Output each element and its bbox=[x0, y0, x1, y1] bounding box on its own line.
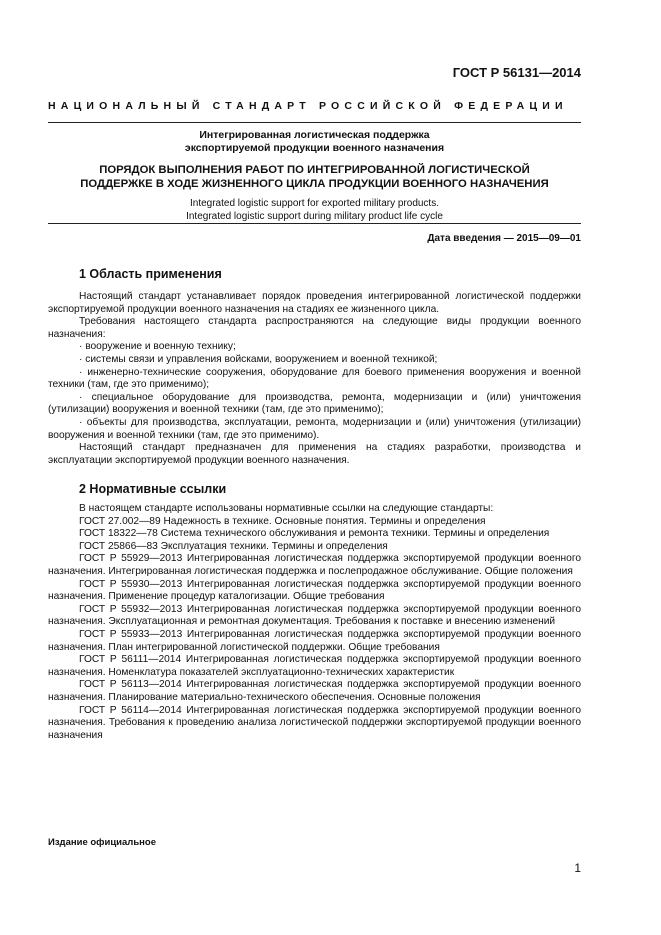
title-divider bbox=[48, 223, 581, 224]
introduction-date: Дата введения — 2015—09—01 bbox=[427, 233, 581, 244]
subtitle-line-1: Интегрированная логистическая поддержка bbox=[199, 129, 430, 141]
reference-item: ГОСТ 27.002—89 Надежность в технике. Основные понятия. Термины и определения bbox=[79, 515, 486, 527]
title-block bbox=[48, 129, 581, 223]
reference-item: ГОСТ 25866—83 Эксплуатация техники. Термины и определения bbox=[79, 540, 388, 552]
reference-item: ГОСТ Р 56114—2014 Интегрированная логистическая поддержка экспортируемой продукции военного назначения. Требования к проведению анализа логистической поддержки экспортируемой продукции военного назначения bbox=[48, 704, 581, 741]
national-standard-heading: НАЦИОНАЛЬНЫЙ СТАНДАРТ РОССИЙСКОЙ ФЕДЕРАЦИИ bbox=[48, 100, 568, 112]
paragraph: Настоящий стандарт устанавливает порядок проведения интегрированной логистической поддержки экспортируемой продукции военного назначения на стадиях ее жизненного цикла. bbox=[48, 291, 581, 315]
document-number: ГОСТ Р 56131—2014 bbox=[452, 65, 581, 80]
main-title-line-2: ПОДДЕРЖКЕ В ХОДЕ ЖИЗНЕННОГО ЦИКЛА ПРОДУКЦИИ ВОЕННОГО НАЗНАЧЕНИЯ bbox=[80, 178, 549, 190]
paragraph: Требования настоящего стандарта распространяются на следующие виды продукции военного назначения: bbox=[48, 316, 581, 340]
reference-item: ГОСТ Р 56113—2014 Интегрированная логистическая поддержка экспортируемой продукции военного назначения. Планирование материально-технического обеспечения. Основные положения bbox=[48, 679, 581, 703]
subtitle-line-2: экспортируемой продукции военного назначения bbox=[184, 142, 445, 154]
paragraph: В настоящем стандарте использованы нормативные ссылки на следующие стандарты: bbox=[79, 503, 494, 514]
reference-item: ГОСТ Р 55929—2013 Интегрированная логистическая поддержка экспортируемой продукции военного назначения. Интегрированная логистическая поддержка и послепродажное обслуживание. Общие положения bbox=[48, 553, 581, 577]
section-2-title: 2 Нормативные ссылки bbox=[79, 482, 227, 496]
top-divider bbox=[48, 122, 581, 123]
reference-item: ГОСТ Р 55933—2013 Интегрированная логистическая поддержка экспортируемой продукции военного назначения. План интегрированной логистической поддержки. Общие требования bbox=[48, 628, 581, 653]
section-2-body bbox=[48, 503, 581, 742]
list-item: · специальное оборудование для производства, ремонта, модернизации и (или) уничтожения (утилизации) вооружения и военной техники (там, где это применимо); bbox=[48, 391, 581, 416]
list-item: · вооружение и военную технику; bbox=[79, 341, 236, 353]
section-1-body bbox=[48, 291, 581, 467]
english-title-line-1: Integrated logistic support for exported military products. bbox=[189, 198, 439, 209]
reference-item: ГОСТ Р 56111—2014 Интегрированная логистическая поддержка экспортируемой продукции военного назначения. Номенклатура показателей эксплуатационно-технических характеристик bbox=[48, 654, 581, 678]
official-edition-label: Издание официальное bbox=[48, 837, 156, 848]
list-item: · системы связи и управления войсками, вооружением и военной техникой; bbox=[79, 353, 438, 365]
reference-item: ГОСТ 18322—78 Система технического обслуживания и ремонта техники. Термины и определения bbox=[79, 528, 550, 540]
page-number: 1 bbox=[574, 861, 581, 875]
section-1-title: 1 Область применения bbox=[79, 267, 222, 281]
paragraph: Настоящий стандарт предназначен для применения на стадиях разработки, производства и эксплуатации экспортируемой продукции военного назначения. bbox=[48, 442, 581, 466]
main-title-line-1: ПОРЯДОК ВЫПОЛНЕНИЯ РАБОТ ПО ИНТЕГРИРОВАННОЙ ЛОГИСТИЧЕСКОЙ bbox=[99, 164, 530, 176]
list-item: · инженерно-технические сооружения, оборудование для боевого применения вооружения и военной техники (там, где это применимо); bbox=[48, 366, 581, 391]
reference-item: ГОСТ Р 55932—2013 Интегрированная логистическая поддержка экспортируемой продукции военного назначения. Эксплуатационная и ремонтная документация. Требования к поставке и внесению изменений bbox=[48, 603, 581, 628]
list-item: · объекты для производства, эксплуатации, ремонта, модернизации и (или) уничтожения (утилизации) вооружения и военной техники (там, где это применимо). bbox=[48, 416, 581, 441]
english-title-line-2: Integrated logistic support during military product life cycle bbox=[186, 211, 443, 222]
reference-item: ГОСТ Р 55930—2013 Интегрированная логистическая поддержка экспортируемой продукции военного назначения. Применение процедур каталогизации. Общие требования bbox=[48, 578, 581, 603]
